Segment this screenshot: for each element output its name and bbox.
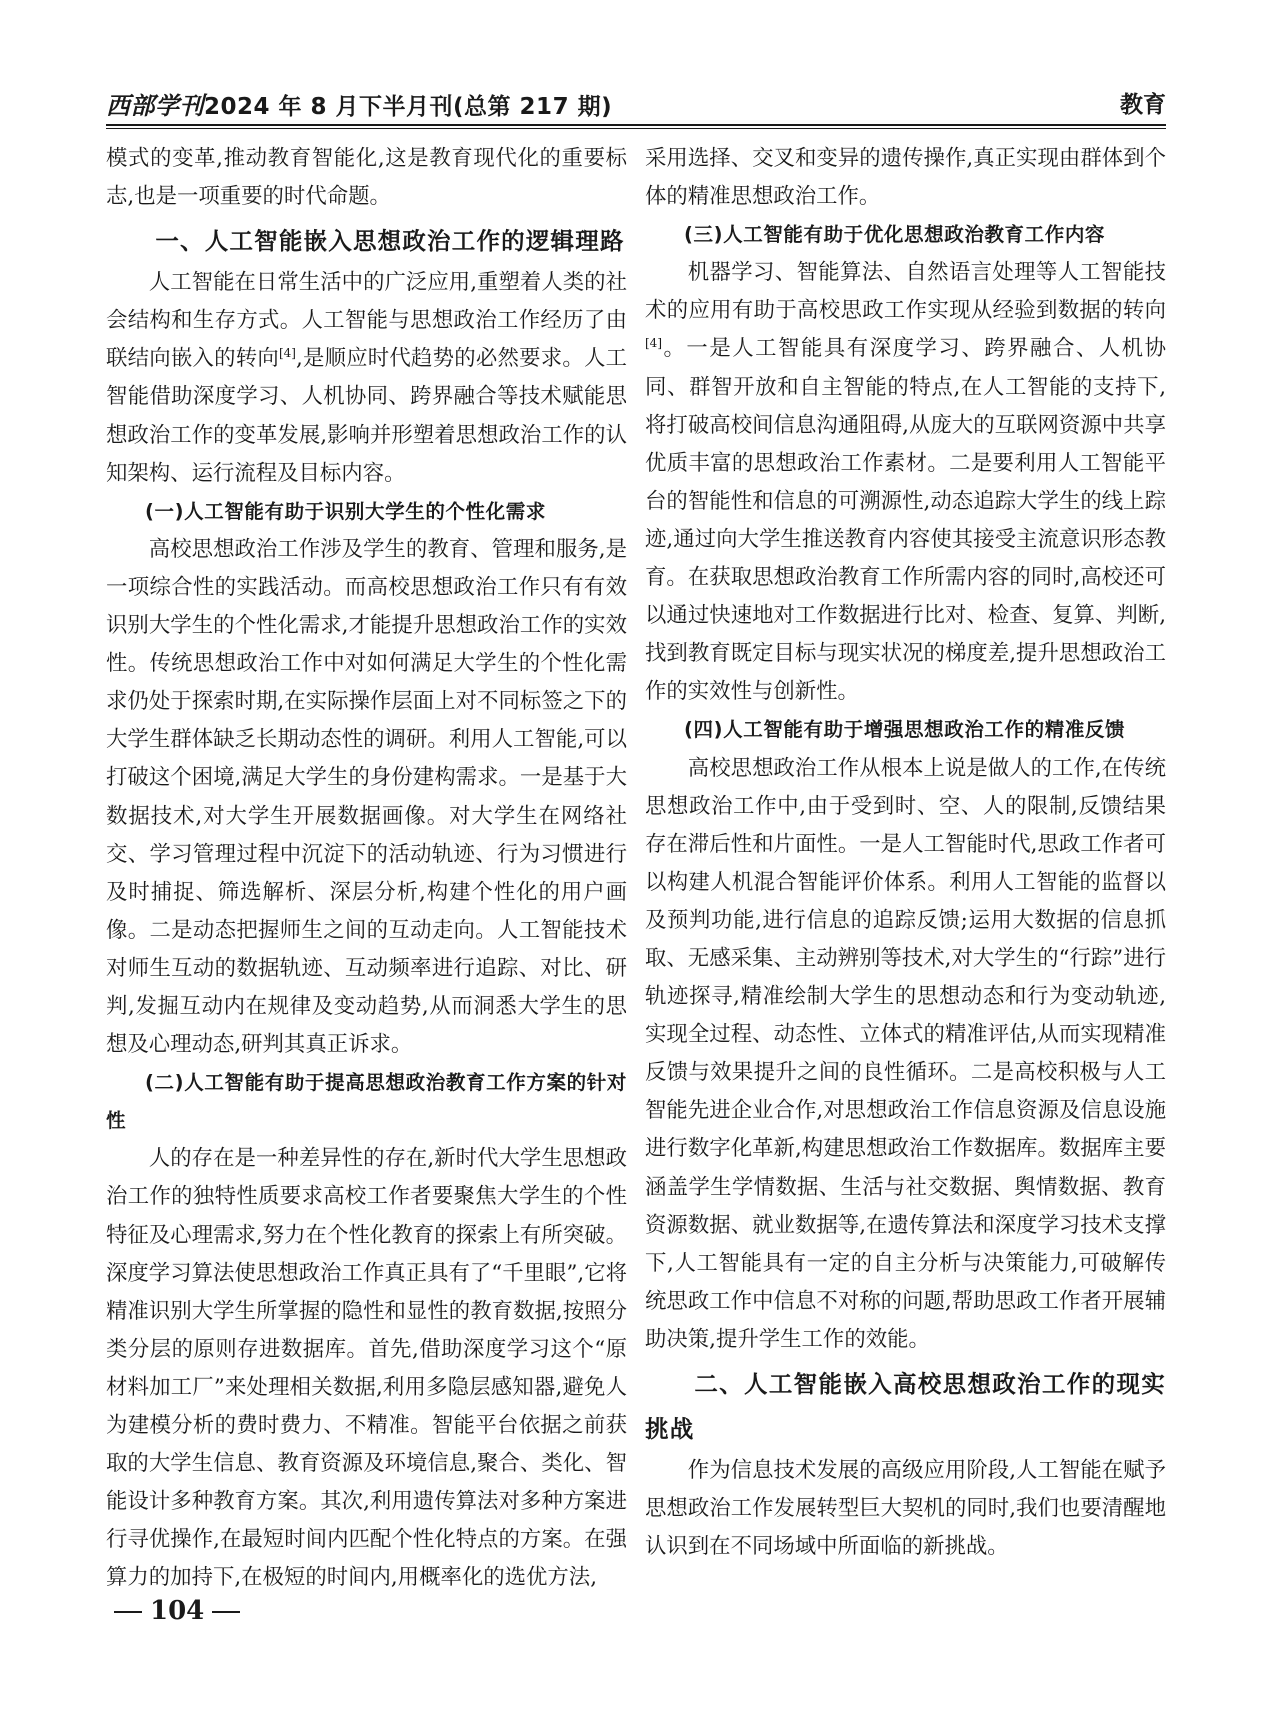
footer-dash-left <box>114 1611 142 1613</box>
paragraph: 机器学习、智能算法、自然语言处理等人工智能技术的应用有助于高校思政工作实现从经验到数据的转向[4]。一是人工智能具有深度学习、跨界融合、人机协同、群智开放和自主智能的特点,在人工智能的支持下,将打破高校间信息沟通阻碍,从庞大的互联网资源中共享优质丰富的思想政治工作素材。二是要利用人工智能平台的智能性和信息的可溯源性,动态追踪大学生的线上踪迹,通过向大学生推送教育内容使其接受主流意识形态教育。在获取思想政治教育工作所需内容的同时,高校还可以通过快速地对工作数据进行比对、检查、复算、判断,找到教育既定目标与现实状况的梯度差,提升思想政治工作的实效性与创新性。 <box>645 260 1166 705</box>
subsection-heading: (四)人工智能有助于增强思想政治工作的精准反馈 <box>684 718 1126 742</box>
subsection-heading: (二)人工智能有助于提高思想政治教育工作方案的针对性 <box>106 1071 627 1133</box>
citation-marker: [4] <box>645 336 662 351</box>
citation-marker: [4] <box>278 346 296 361</box>
section-heading: 二、人工智能嵌入高校思想政治工作的现实挑战 <box>645 1370 1166 1443</box>
page-footer <box>106 1596 248 1626</box>
left-column <box>106 140 627 1597</box>
journal-masthead <box>106 86 612 121</box>
issue-info: 2024 年 8 月下半月刊(总第 217 期) <box>204 94 613 120</box>
running-header <box>106 86 1166 126</box>
paragraph: 高校思想政治工作涉及学生的教育、管理和服务,是一项综合性的实践活动。而高校思想政治工作只有有效识别大学生的个性化需求,才能提升思想政治工作的实效性。传统思想政治工作中对如何满足大学生的个性化需求仍处于探索时期,在实际操作层面上对不同标签之下的大学生群体缺乏长期动态性的调研。利用人工智能,可以打破这个困境,满足大学生的身份建构需求。一是基于大数据技术,对大学生开展数据画像。对大学生在网络社交、学习管理过程中沉淀下的活动轨迹、行为习惯进行及时捕捉、筛选解析、深层分析,构建个性化的用户画像。二是动态把握师生之间的互动走向。人工智能技术对师生互动的数据轨迹、互动频率进行追踪、对比、研判,发掘互动内在规律及变动趋势,从而洞悉大学生的思想及心理动态,研判其真正诉求。 <box>106 536 627 1058</box>
header-rule-thick <box>106 124 1166 126</box>
footer-dash-right <box>212 1611 240 1613</box>
paragraph: 作为信息技术发展的高级应用阶段,人工智能在赋予思想政治工作发展转型巨大契机的同时,我们也要清醒地认识到在不同场域中所面临的新挑战。 <box>645 1458 1166 1560</box>
subsection-heading: (三)人工智能有助于优化思想政治教育工作内容 <box>684 223 1106 247</box>
paragraph: 采用选择、交叉和变异的遗传操作,真正实现由群体到个体的精准思想政治工作。 <box>645 146 1166 210</box>
paragraph: 高校思想政治工作从根本上说是做人的工作,在传统思想政治工作中,由于受到时、空、人的限制,反馈结果存在滞后性和片面性。一是人工智能时代,思政工作者可以构建人机混合智能评价体系。利用人工智能的监督以及预判功能,进行信息的追踪反馈;运用大数据的信息抓取、无感采集、主动辨别等技术,对大学生的“行踪”进行轨迹探寻,精准绘制大学生的思想动态和行为变动轨迹,实现全过程、动态性、立体式的精准评估,从而实现精准反馈与效果提升之间的良性循环。二是高校积极与人工智能先进企业合作,对思想政治工作信息资源及信息设施进行数字化革新,构建思想政治工作数据库。数据库主要涵盖学生学情数据、生活与社交数据、舆情数据、教育资源数据、就业数据等,在遗传算法和深度学习技术支撑下,人工智能具有一定的自主分析与决策能力,可破解传统思政工作中信息不对称的问题,帮助思政工作者开展辅助决策,提升学生工作的效能。 <box>645 755 1166 1352</box>
journal-logo: 西部学刊 <box>106 91 204 120</box>
page-number: 104 <box>150 1596 205 1626</box>
right-column <box>645 140 1166 1566</box>
paragraph: 人的存在是一种差异性的存在,新时代大学生思想政治工作的独特性质要求高校工作者要聚焦大学生的个性特征及心理需求,努力在个性化教育的探索上有所突破。深度学习算法使思想政治工作真正具有了“千里眼”,它将精准识别大学生所掌握的隐性和显性的教育数据,按照分类分层的原则存进数据库。首先,借助深度学习这个“原材料加工厂”来处理相关数据,利用多隐层感知器,避免人为建模分析的费时费力、不精准。智能平台依据之前获取的大学生信息、教育资源及环境信息,聚合、类化、智能设计多种教育方案。其次,利用遗传算法对多种方案进行寻优操作,在最短时间内匹配个性化特点的方案。在强算力的加持下,在极短的时间内,用概率化的选优方法, <box>106 1146 627 1591</box>
paragraph: 人工智能在日常生活中的广泛应用,重塑着人类的社会结构和生存方式。人工智能与思想政治工作经历了由联结向嵌入的转向[4],是顺应时代趋势的必然要求。人工智能借助深度学习、人机协同、跨界融合等技术赋能思想政治工作的变革发展,影响并形塑着思想政治工作的认知架构、运行流程及目标内容。 <box>106 270 627 486</box>
section-heading: 一、人工智能嵌入思想政治工作的逻辑理路 <box>155 227 625 256</box>
section-label: 教育 <box>1120 92 1166 118</box>
paragraph: 模式的变革,推动教育智能化,这是教育现代化的重要标志,也是一项重要的时代命题。 <box>106 146 627 210</box>
subsection-heading: (一)人工智能有助于识别大学生的个性化需求 <box>145 499 546 523</box>
header-rule-thin <box>106 128 1166 129</box>
